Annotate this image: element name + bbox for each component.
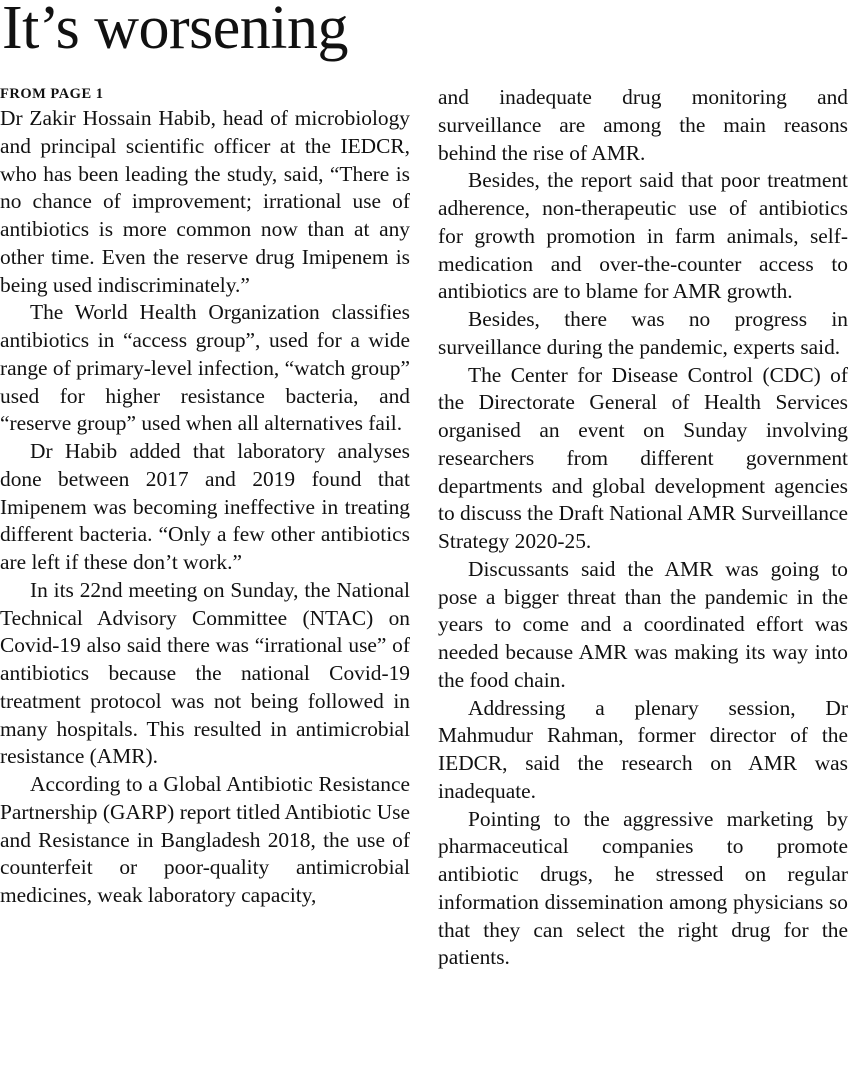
paragraph: Pointing to the aggressive marketing by pharmaceutical companies to promote antibiotic drugs, he stressed on regular information dissemination among physicians so that they can select the right drug for the patients. <box>438 806 848 970</box>
paragraph: Besides, there was no progress in surveillance during the pandemic, experts said. <box>438 307 848 359</box>
paragraph: and inadequate drug monitoring and surveillance are among the main reasons behind the rise of AMR. <box>438 85 848 165</box>
paragraph: The Center for Disease Control (CDC) of the Directorate General of Health Services organised an event on Sunday involving researchers from different government departments and global development agencies to discuss the Draft National AMR Surveillance Strategy 2020-25. <box>438 362 848 553</box>
paragraph: In its 22nd meeting on Sunday, the National Technical Advisory Committee (NTAC) on Covid-19 also said there was “irrational use” of antibiotics because the national Covid-19 treatment protocol was not being followed in many hospitals. This resulted in antimicrobial resistance (AMR). <box>0 577 410 769</box>
paragraph: The World Health Organization classifies antibiotics in “access group”, used for a wide range of primary-level infection, “watch group” used for higher resistance bacteria, and “reserve group” used when all alternatives fail. <box>0 300 410 436</box>
article-column-left <box>0 83 410 910</box>
article-column-right <box>438 84 848 972</box>
paragraph: Addressing a plenary session, Dr Mahmudur Rahman, former director of the IEDCR, said the research on AMR was inadequate. <box>438 695 848 803</box>
paragraph: Discussants said the AMR was going to pose a bigger threat than the pandemic in the years to come and a coordinated effort was needed because AMR was making its way into the food chain. <box>438 556 848 692</box>
paragraph: Dr Zakir Hossain Habib, head of microbiology and principal scientific officer at the IEDCR, who has been leading the study, said, “There is no chance of improvement; irrational use of antibiotics is more common now than at any other time. Even the reserve drug Imipenem is being used indiscriminately.” <box>0 106 410 297</box>
dateline: FROM PAGE 1 <box>0 86 104 102</box>
paragraph: Dr Habib added that laboratory analyses done between 2017 and 2019 found that Imipenem was becoming ineffective in treating different bacteria. “Only a few other antibiotics are left if these don’t work.” <box>0 439 410 574</box>
headline: It’s worsening <box>2 0 349 62</box>
paragraph: According to a Global Antibiotic Resistance Partnership (GARP) report titled Antibiotic Use and Resistance in Bangladesh 2018, the use of counterfeit or poor-quality antimicrobial medicines, weak laboratory capacity, <box>0 772 410 907</box>
paragraph: Besides, the report said that poor treatment adherence, non-therapeutic use of antibiotics for growth promotion in farm animals, self-medication and over-the-counter access to antibiotics are to blame for AMR growth. <box>438 168 848 304</box>
